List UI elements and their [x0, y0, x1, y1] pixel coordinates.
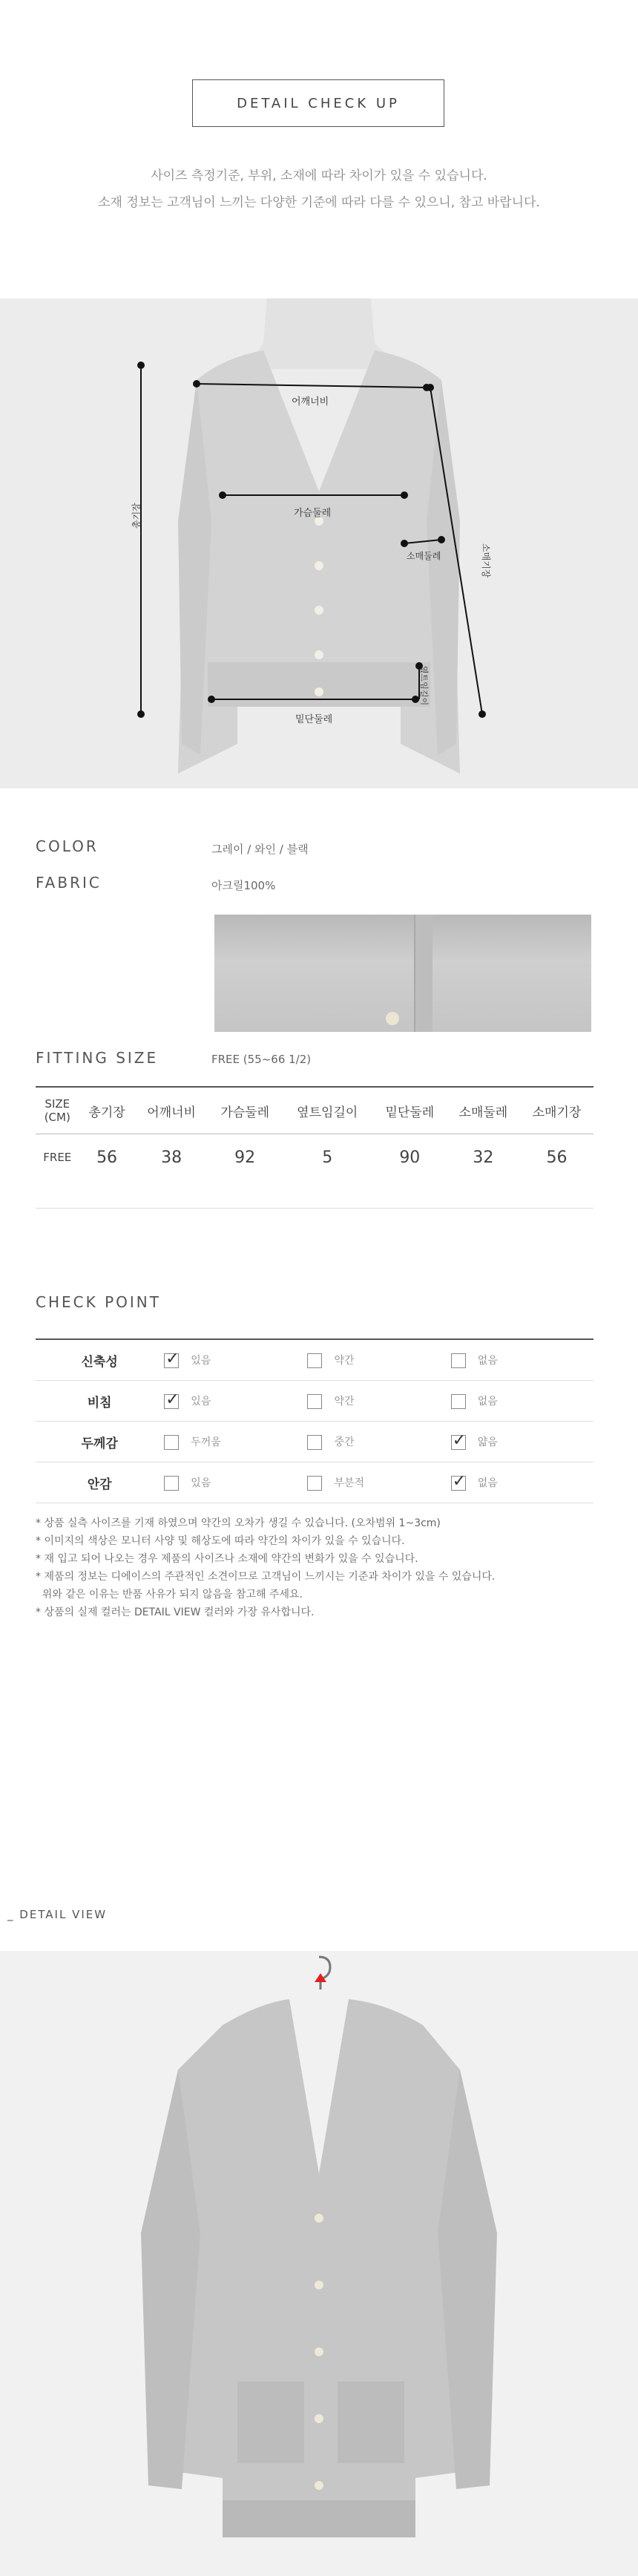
check-point-row	[36, 1462, 593, 1503]
value-cell: 38	[161, 1148, 182, 1167]
hem-label: 밑단둘레	[295, 714, 333, 725]
note-line: * 재 입고 되어 나오는 경우 제품의 사이즈나 소재에 약간의 변화가 있을 수 있습니다.	[36, 1553, 418, 1565]
check-point-option	[163, 1339, 306, 1381]
unchecked-checkbox	[451, 1394, 466, 1409]
notice-line-1: 사이즈 측정기준, 부위, 소재에 따라 차이가 있을 수 있습니다.	[151, 169, 487, 183]
check-point-row	[36, 1422, 593, 1462]
color-value: 그레이 / 와인 / 블랙	[211, 843, 309, 856]
check-point-option	[163, 1381, 306, 1422]
detail-view-photo	[0, 1951, 638, 2576]
header-sleeve-length: 소매기장	[520, 1087, 593, 1134]
unchecked-checkbox	[307, 1435, 322, 1450]
header-total-length: 총기장	[79, 1087, 135, 1134]
check-point-option	[306, 1422, 450, 1462]
header-sleeve-cuff: 소매둘레	[447, 1087, 520, 1134]
check-point-option	[450, 1381, 593, 1422]
check-point-row	[36, 1339, 593, 1381]
note-line: * 상품 실측 사이즈를 기재 하였으며 약간의 오차가 생길 수 있습니다. (오차범위 1~3cm)	[36, 1517, 441, 1529]
measurement-diagram	[0, 298, 638, 788]
check-point-option-label: 약간	[334, 1395, 355, 1408]
check-point-option-label: 중간	[334, 1436, 355, 1448]
check-point-option-label: 없음	[477, 1354, 498, 1367]
check-point-option-label: 없음	[477, 1395, 498, 1408]
check-point-category: 두께감	[36, 1422, 163, 1462]
detail-check-up-title: DETAIL CHECK UP	[192, 79, 444, 127]
checked-checkbox	[164, 1353, 179, 1368]
value-cell: 56	[546, 1148, 568, 1167]
check-point-option	[163, 1462, 306, 1503]
notice-line-2: 소재 정보는 고객님이 느끼는 다양한 기준에 따라 다를 수 있으니, 참고 바랍니다.	[98, 195, 540, 210]
header-side-slit: 옆트임길이	[282, 1087, 373, 1134]
note-line: * 상품의 실제 컬러는 DETAIL VIEW 컬러와 가장 유사합니다.	[36, 1606, 315, 1618]
checked-checkbox	[451, 1435, 466, 1450]
check-point-option	[306, 1462, 450, 1503]
check-point-category: 신축성	[36, 1339, 163, 1381]
shoulder-label: 어깨너비	[292, 396, 329, 408]
total-length-label: 총기장	[131, 503, 142, 529]
check-point-option	[450, 1462, 593, 1503]
size-table	[36, 1086, 593, 1180]
fitting-size-value: FREE (55~66 1/2)	[211, 1053, 312, 1066]
note-line: * 이미지의 색상은 모니터 사양 및 해상도에 따라 약간의 차이가 있을 수 있습니다.	[36, 1535, 405, 1547]
unchecked-checkbox	[307, 1353, 322, 1368]
front-placket-label: 옆트임길이	[419, 666, 429, 706]
check-point-option	[306, 1381, 450, 1422]
header-hem: 밑단둘레	[373, 1087, 447, 1134]
check-point-category: 안감	[36, 1462, 163, 1503]
check-point-option-label: 있음	[191, 1395, 211, 1408]
sleeve-length-label: 소매기장	[481, 543, 491, 578]
check-point-table	[36, 1338, 593, 1503]
color-label: COLOR	[36, 837, 99, 855]
check-point-option-label: 있음	[191, 1354, 211, 1367]
fabric-swatch-image	[214, 915, 591, 1032]
check-point-option-label: 두꺼움	[191, 1436, 221, 1448]
check-point-category: 비침	[36, 1381, 163, 1422]
table-row	[36, 1134, 593, 1181]
chest-label: 가슴둘레	[294, 508, 332, 519]
divider	[36, 1208, 593, 1209]
check-point-option	[450, 1339, 593, 1381]
check-point-option-label: 얇음	[477, 1436, 498, 1448]
sleeve-cuff-label: 소매둘레	[407, 551, 441, 561]
check-point-option-label: 부분적	[334, 1477, 365, 1489]
unchecked-checkbox	[451, 1353, 466, 1368]
notes-list	[36, 1514, 495, 1621]
check-point-option-label: 없음	[477, 1477, 498, 1489]
unchecked-checkbox	[164, 1435, 179, 1450]
note-line: * 제품의 정보는 디에이스의 주관적인 소견이므로 고객님이 느끼시는 기준과 차이가 있을 수 있습니다.	[36, 1571, 496, 1583]
checked-checkbox	[164, 1394, 179, 1409]
unchecked-checkbox	[307, 1394, 322, 1409]
detail-view-label: _ DETAIL VIEW	[7, 1908, 108, 1921]
unchecked-checkbox	[307, 1476, 322, 1491]
check-point-option-label: 있음	[191, 1477, 211, 1489]
header-shoulder: 어깨너비	[135, 1087, 208, 1134]
unchecked-checkbox	[164, 1476, 179, 1491]
size-cell: FREE	[43, 1151, 72, 1164]
value-cell: 90	[399, 1148, 421, 1167]
value-cell: 56	[96, 1148, 118, 1167]
check-point-row	[36, 1381, 593, 1422]
fitting-size-label: FITTING SIZE	[36, 1049, 159, 1067]
check-point-label: CHECK POINT	[36, 1293, 161, 1311]
value-cell: 92	[234, 1148, 256, 1167]
check-point-option	[306, 1339, 450, 1381]
fabric-label: FABRIC	[36, 874, 102, 892]
note-line: 위와 같은 이유는 반품 사유가 되지 않음을 참고해 주세요.	[36, 1589, 303, 1601]
value-cell: 5	[322, 1148, 333, 1167]
header-chest: 가슴둘레	[208, 1087, 282, 1134]
fabric-value: 아크릴100%	[211, 879, 276, 892]
checked-checkbox	[451, 1476, 466, 1491]
check-point-option-label: 약간	[334, 1354, 355, 1367]
size-header: SIZE (CM)	[36, 1087, 79, 1134]
check-point-option	[163, 1422, 306, 1462]
check-point-option	[450, 1422, 593, 1462]
value-cell: 32	[473, 1148, 494, 1167]
